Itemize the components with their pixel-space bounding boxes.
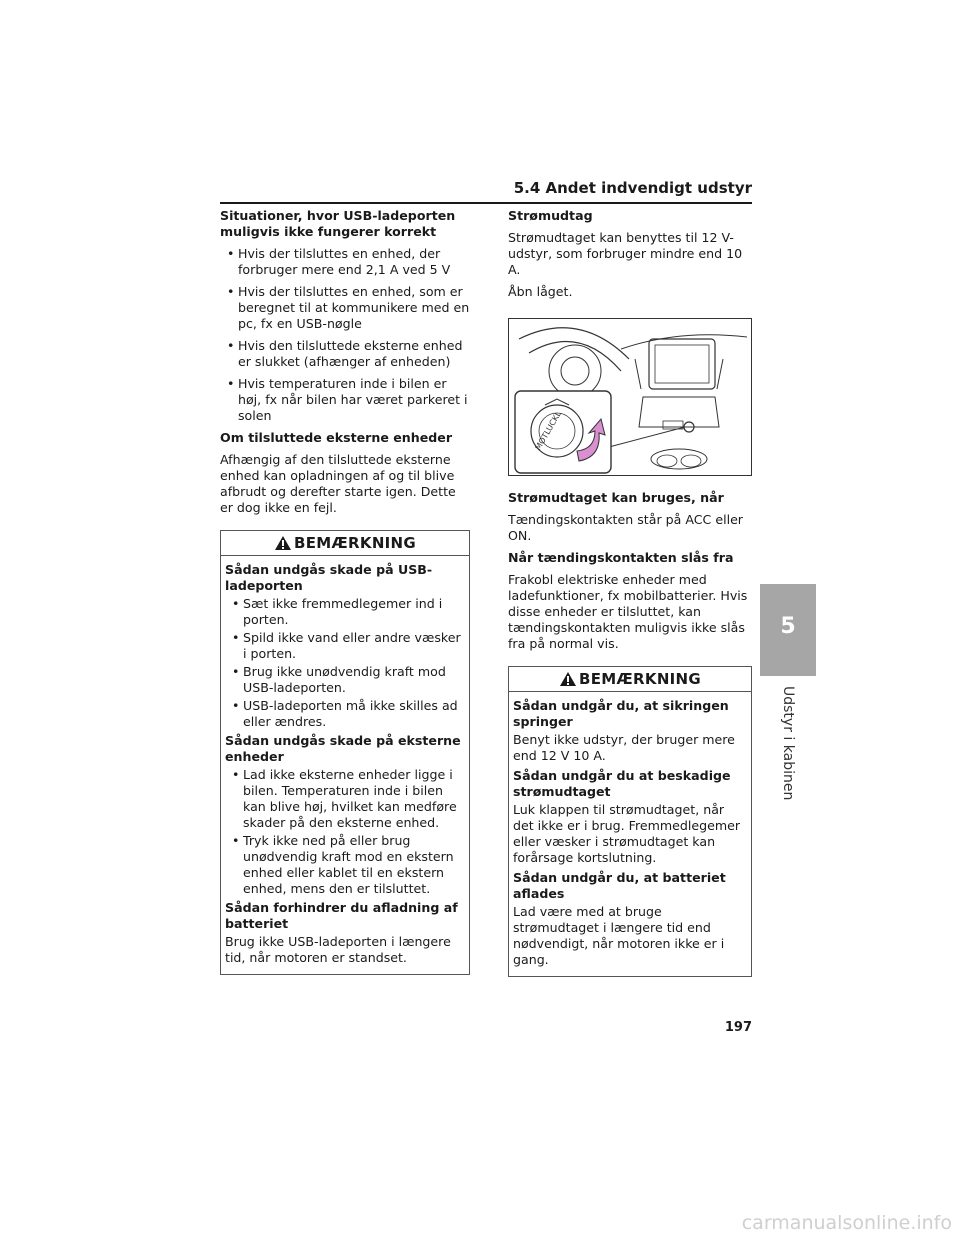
chapter-tab	[760, 584, 816, 676]
power-outlet-text: Strømudtaget kan benyttes til 12 V-udstyr, som forbruger mindre end 10 A.	[508, 230, 743, 277]
notice-heading: Sådan undgår du, at sikringen springer	[513, 698, 729, 729]
section-title: 5.4 Andet indvendigt udstyr	[513, 179, 752, 197]
page-number: 197	[724, 1020, 752, 1035]
cap-label: MOTLUCKL	[533, 409, 563, 452]
ignition-off-text: Frakobl elektriske enheder med ladefunktioner, fx mobilbatterier. Hvis disse enheder er tilsluttet, kan tændingskontakten muligvis ikke slås fra på normal vis.	[508, 572, 748, 651]
warning-icon	[274, 535, 292, 551]
usb-issues-heading: Situationer, hvor USB-ladeporten muligvis ikke fungerer korrekt	[220, 208, 456, 239]
notice-box-outlet	[508, 666, 752, 977]
list-item: • Hvis temperaturen inde i bilen er høj, fx når bilen har været parkeret i solen	[220, 376, 470, 424]
warning-icon	[559, 671, 577, 687]
list-item: • Spild ikke vand eller andre væsker i porten.	[225, 630, 465, 662]
notice-title	[221, 531, 469, 556]
notice-box-usb	[220, 530, 470, 975]
external-devices-text: Afhængig af den tilsluttede eksterne enhed kan opladningen af og til blive afbrudt og derefter starte igen. Dette er dog ikke en fejl.	[220, 452, 456, 515]
usable-when-heading: Strømudtaget kan bruges, når	[508, 490, 724, 505]
notice-heading: Sådan undgår du at beskadige strømudtaget	[513, 768, 731, 799]
notice-heading: Sådan undgås skade på USB-ladeporten	[225, 562, 433, 593]
usb-issues-list	[220, 246, 470, 424]
notice-text: Benyt ikke udstyr, der bruger mere end 12 V 10 A.	[513, 732, 735, 763]
list-item: • Brug ikke unødvendig kraft mod USB-ladeporten.	[225, 664, 465, 696]
power-outlet-heading: Strømudtag	[508, 208, 593, 223]
list-item: • Hvis den tilsluttede eksterne enhed er slukket (afhænger af enheden)	[220, 338, 470, 370]
ignition-off-heading: Når tændingskontakten slås fra	[508, 550, 734, 565]
notice-title-text: BEMÆRKNING	[578, 670, 702, 688]
chapter-label-container	[760, 686, 816, 806]
notice-title	[509, 667, 751, 692]
notice-title-text: BEMÆRKNING	[293, 534, 417, 552]
list-item: • Lad ikke eksterne enheder ligge i bilen. Temperaturen inde i bilen kan blive høj, hvilket kan medføre skader på den eksterne enhed.	[225, 767, 465, 831]
power-outlet-illustration	[508, 318, 752, 476]
section-header	[220, 178, 752, 204]
notice-text: Luk klappen til strømudtaget, når det ikke er i brug. Fremmedlegemer eller væsker i strømudtaget kan forårsage kortslutning.	[513, 802, 741, 865]
notice-heading: Sådan undgår du, at batteriet aflades	[513, 870, 726, 901]
right-column	[508, 208, 752, 977]
external-devices-heading: Om tilsluttede eksterne enheder	[220, 430, 453, 445]
list-item: • Hvis der tilsluttes en enhed, der forbruger mere end 2,1 A ved 5 V	[220, 246, 470, 278]
notice-text: Brug ikke USB-ladeporten i længere tid, når motoren er standset.	[225, 934, 451, 965]
open-lid-text: Åbn låget.	[508, 284, 573, 299]
usable-when-text: Tændingskontakten står på ACC eller ON.	[508, 512, 743, 543]
list-item: • Sæt ikke fremmedlegemer ind i porten.	[225, 596, 465, 628]
notice-list	[225, 767, 465, 897]
watermark: carmanualsonline.info	[741, 1212, 952, 1234]
list-item: • Hvis der tilsluttes en enhed, som er beregnet til at kommunikere med en pc, fx en USB-nøgle	[220, 284, 470, 332]
notice-text: Lad være med at bruge strømudtaget i længere tid end nødvendigt, når motoren ikke er i gang.	[513, 904, 725, 967]
list-item: • Tryk ikke ned på eller brug unødvendig kraft mod en ekstern enhed eller kablet til en ekstern enhed, mens den er tilsluttet.	[225, 833, 465, 897]
left-column	[220, 208, 470, 975]
notice-body	[509, 692, 751, 976]
chapter-number: 5	[780, 614, 796, 639]
notice-heading: Sådan undgås skade på eksterne enheder	[225, 733, 461, 764]
chapter-label: Udstyr i kabinen	[780, 686, 796, 801]
list-item: • USB-ladeporten må ikke skilles ad eller ændres.	[225, 698, 465, 730]
notice-list	[225, 596, 465, 730]
notice-body	[221, 556, 469, 974]
notice-heading: Sådan forhindrer du afladning af batteriet	[225, 900, 458, 931]
